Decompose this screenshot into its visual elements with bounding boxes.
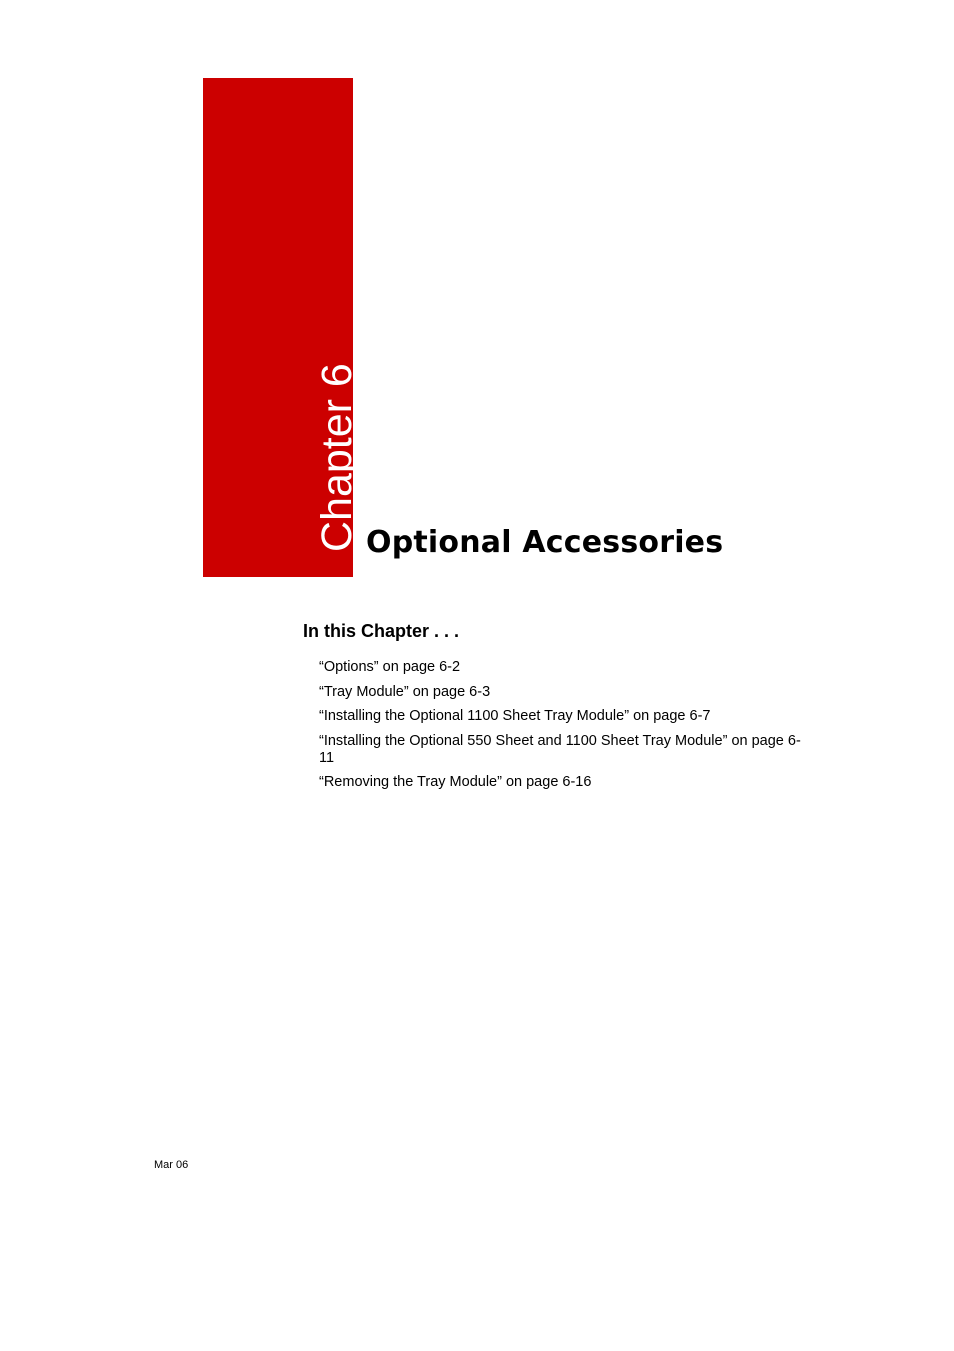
toc-link-installing-1100-tray[interactable]: “Installing the Optional 1100 Sheet Tray Module” on page 6-7 [319,708,711,724]
footer-date: Mar 06 [154,1159,189,1171]
list-item [319,684,809,701]
chapter-contents-list [319,659,809,799]
list-item [319,708,809,725]
chapter-title: Optional Accessories [366,525,724,560]
list-item [319,774,809,791]
toc-link-removing-tray-module[interactable]: “Removing the Tray Module” on page 6-16 [319,774,592,790]
toc-link-options[interactable]: “Options” on page 6-2 [319,659,461,675]
chapter-label: Chapter 6 [313,363,361,552]
toc-link-installing-550-1100-tray[interactable]: “Installing the Optional 550 Sheet and 1100 Sheet Tray Module” on page 6-11 [319,732,801,766]
list-item [319,659,809,676]
list-item [319,733,809,767]
toc-link-tray-module[interactable]: “Tray Module” on page 6-3 [319,683,491,700]
in-this-chapter-heading: In this Chapter . . . [303,621,460,641]
